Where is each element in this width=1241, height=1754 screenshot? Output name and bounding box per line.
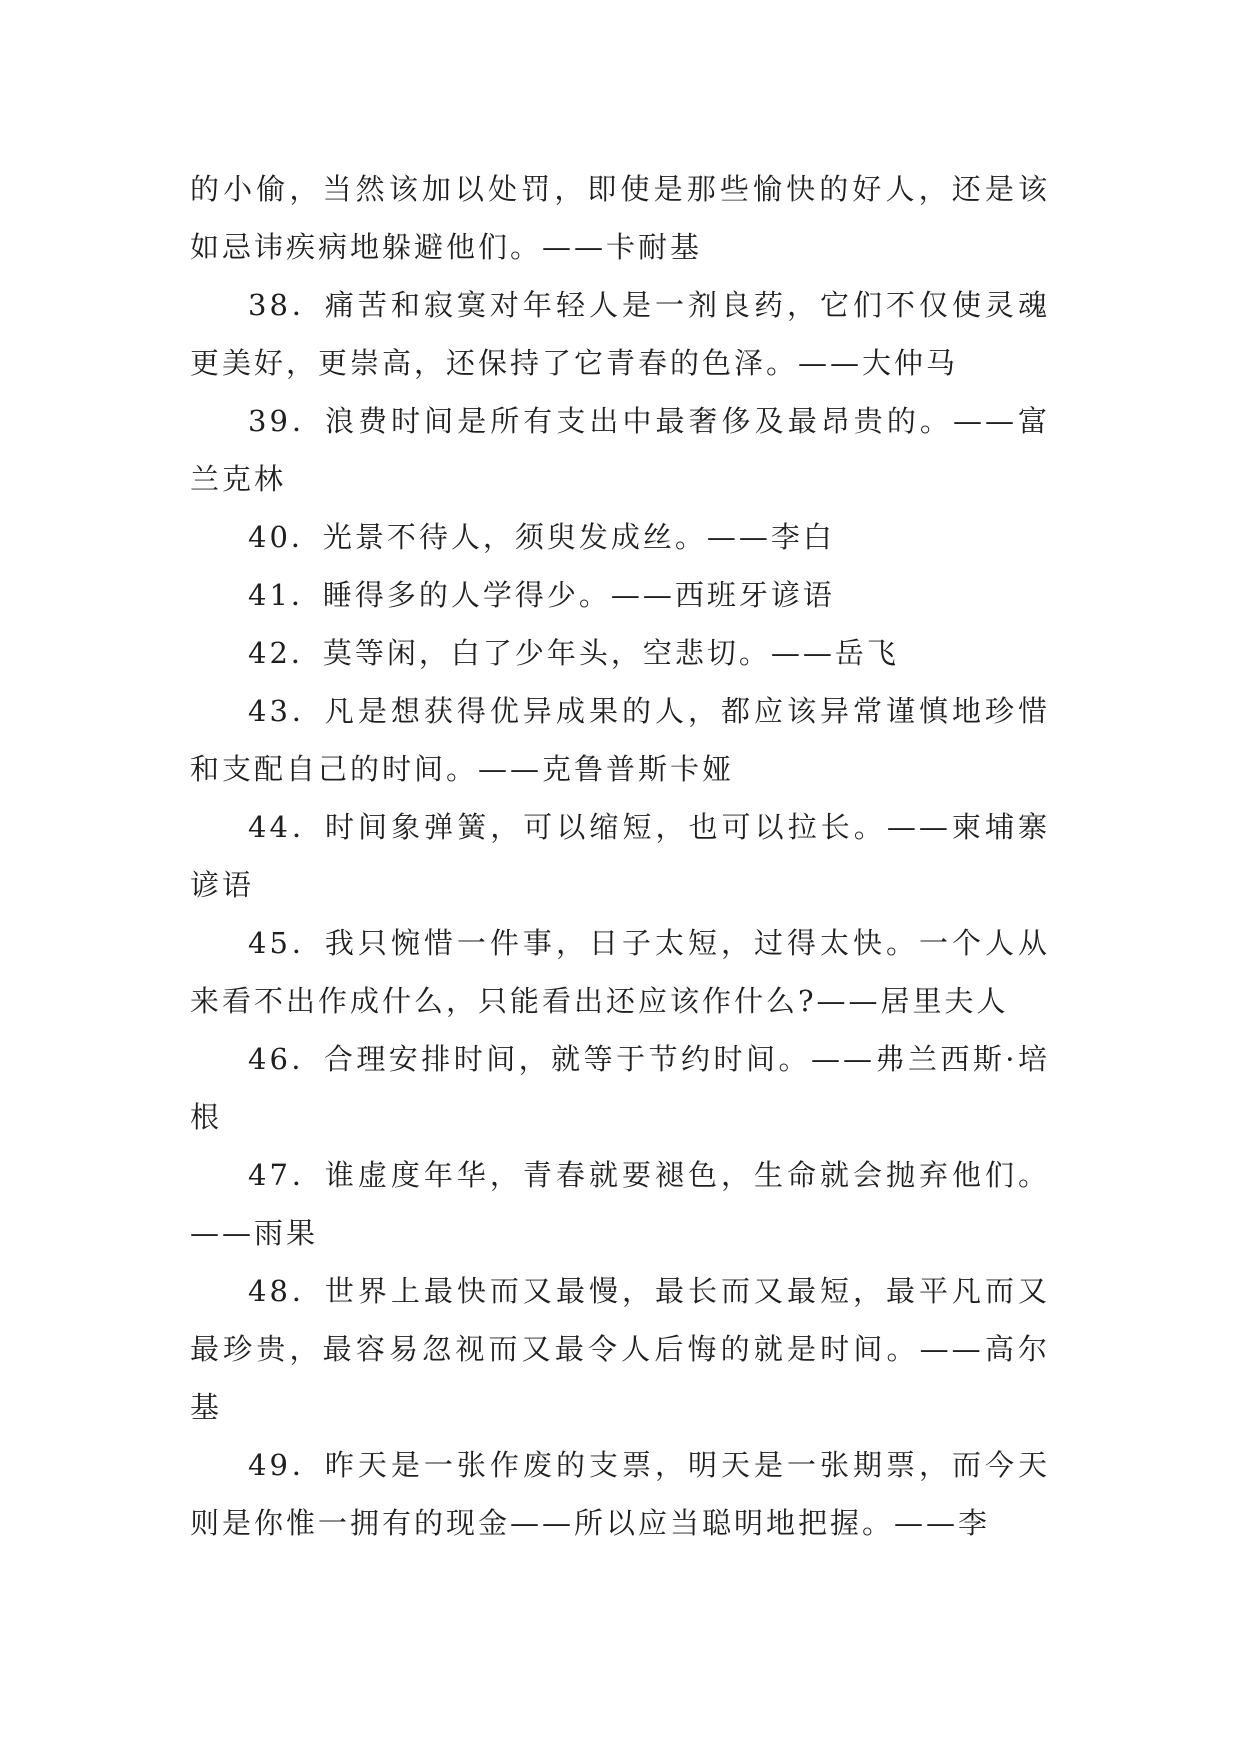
quote-item-38: 38．痛苦和寂寞对年轻人是一剂良药，它们不仅使灵魂更美好，更崇高，还保持了它青春的色泽。——大仲马 <box>190 288 1050 380</box>
quote-item-45: 45．我只惋惜一件事，日子太短，过得太快。一个人从来看不出作成什么，只能看出还应该作什么?——居里夫人 <box>190 926 1050 1018</box>
quote-list <box>190 160 1050 1552</box>
quote-item-46: 46．合理安排时间，就等于节约时间。——弗兰西斯·培根 <box>190 1042 1050 1134</box>
quote-item-41: 41．睡得多的人学得少。——西班牙谚语 <box>248 578 835 612</box>
paragraph-continuation: 的小偷，当然该加以处罚，即使是那些愉快的好人，还是该如忌讳疾病地躲避他们。——卡耐基 <box>190 172 1050 264</box>
quote-item-40: 40．光景不待人，须臾发成丝。——李白 <box>248 520 835 554</box>
quote-item-43: 43．凡是想获得优异成果的人，都应该异常谨慎地珍惜和支配自己的时间。——克鲁普斯卡娅 <box>190 694 1050 786</box>
quote-item-42: 42．莫等闲，白了少年头，空悲切。——岳飞 <box>248 636 899 670</box>
quote-item-49: 49．昨天是一张作废的支票，明天是一张期票，而今天则是你惟一拥有的现金——所以应当聪明地把握。——李 <box>190 1448 1050 1540</box>
quote-item-44: 44．时间象弹簧，可以缩短，也可以拉长。——柬埔寨谚语 <box>190 810 1050 902</box>
quote-item-47: 47．谁虚度年华，青春就要褪色，生命就会抛弃他们。——雨果 <box>190 1158 1050 1250</box>
quote-item-39: 39．浪费时间是所有支出中最奢侈及最昂贵的。——富兰克林 <box>190 404 1050 496</box>
quote-item-48: 48．世界上最快而又最慢，最长而又最短，最平凡而又最珍贵，最容易忽视而又最令人后悔的就是时间。——高尔基 <box>190 1274 1050 1424</box>
